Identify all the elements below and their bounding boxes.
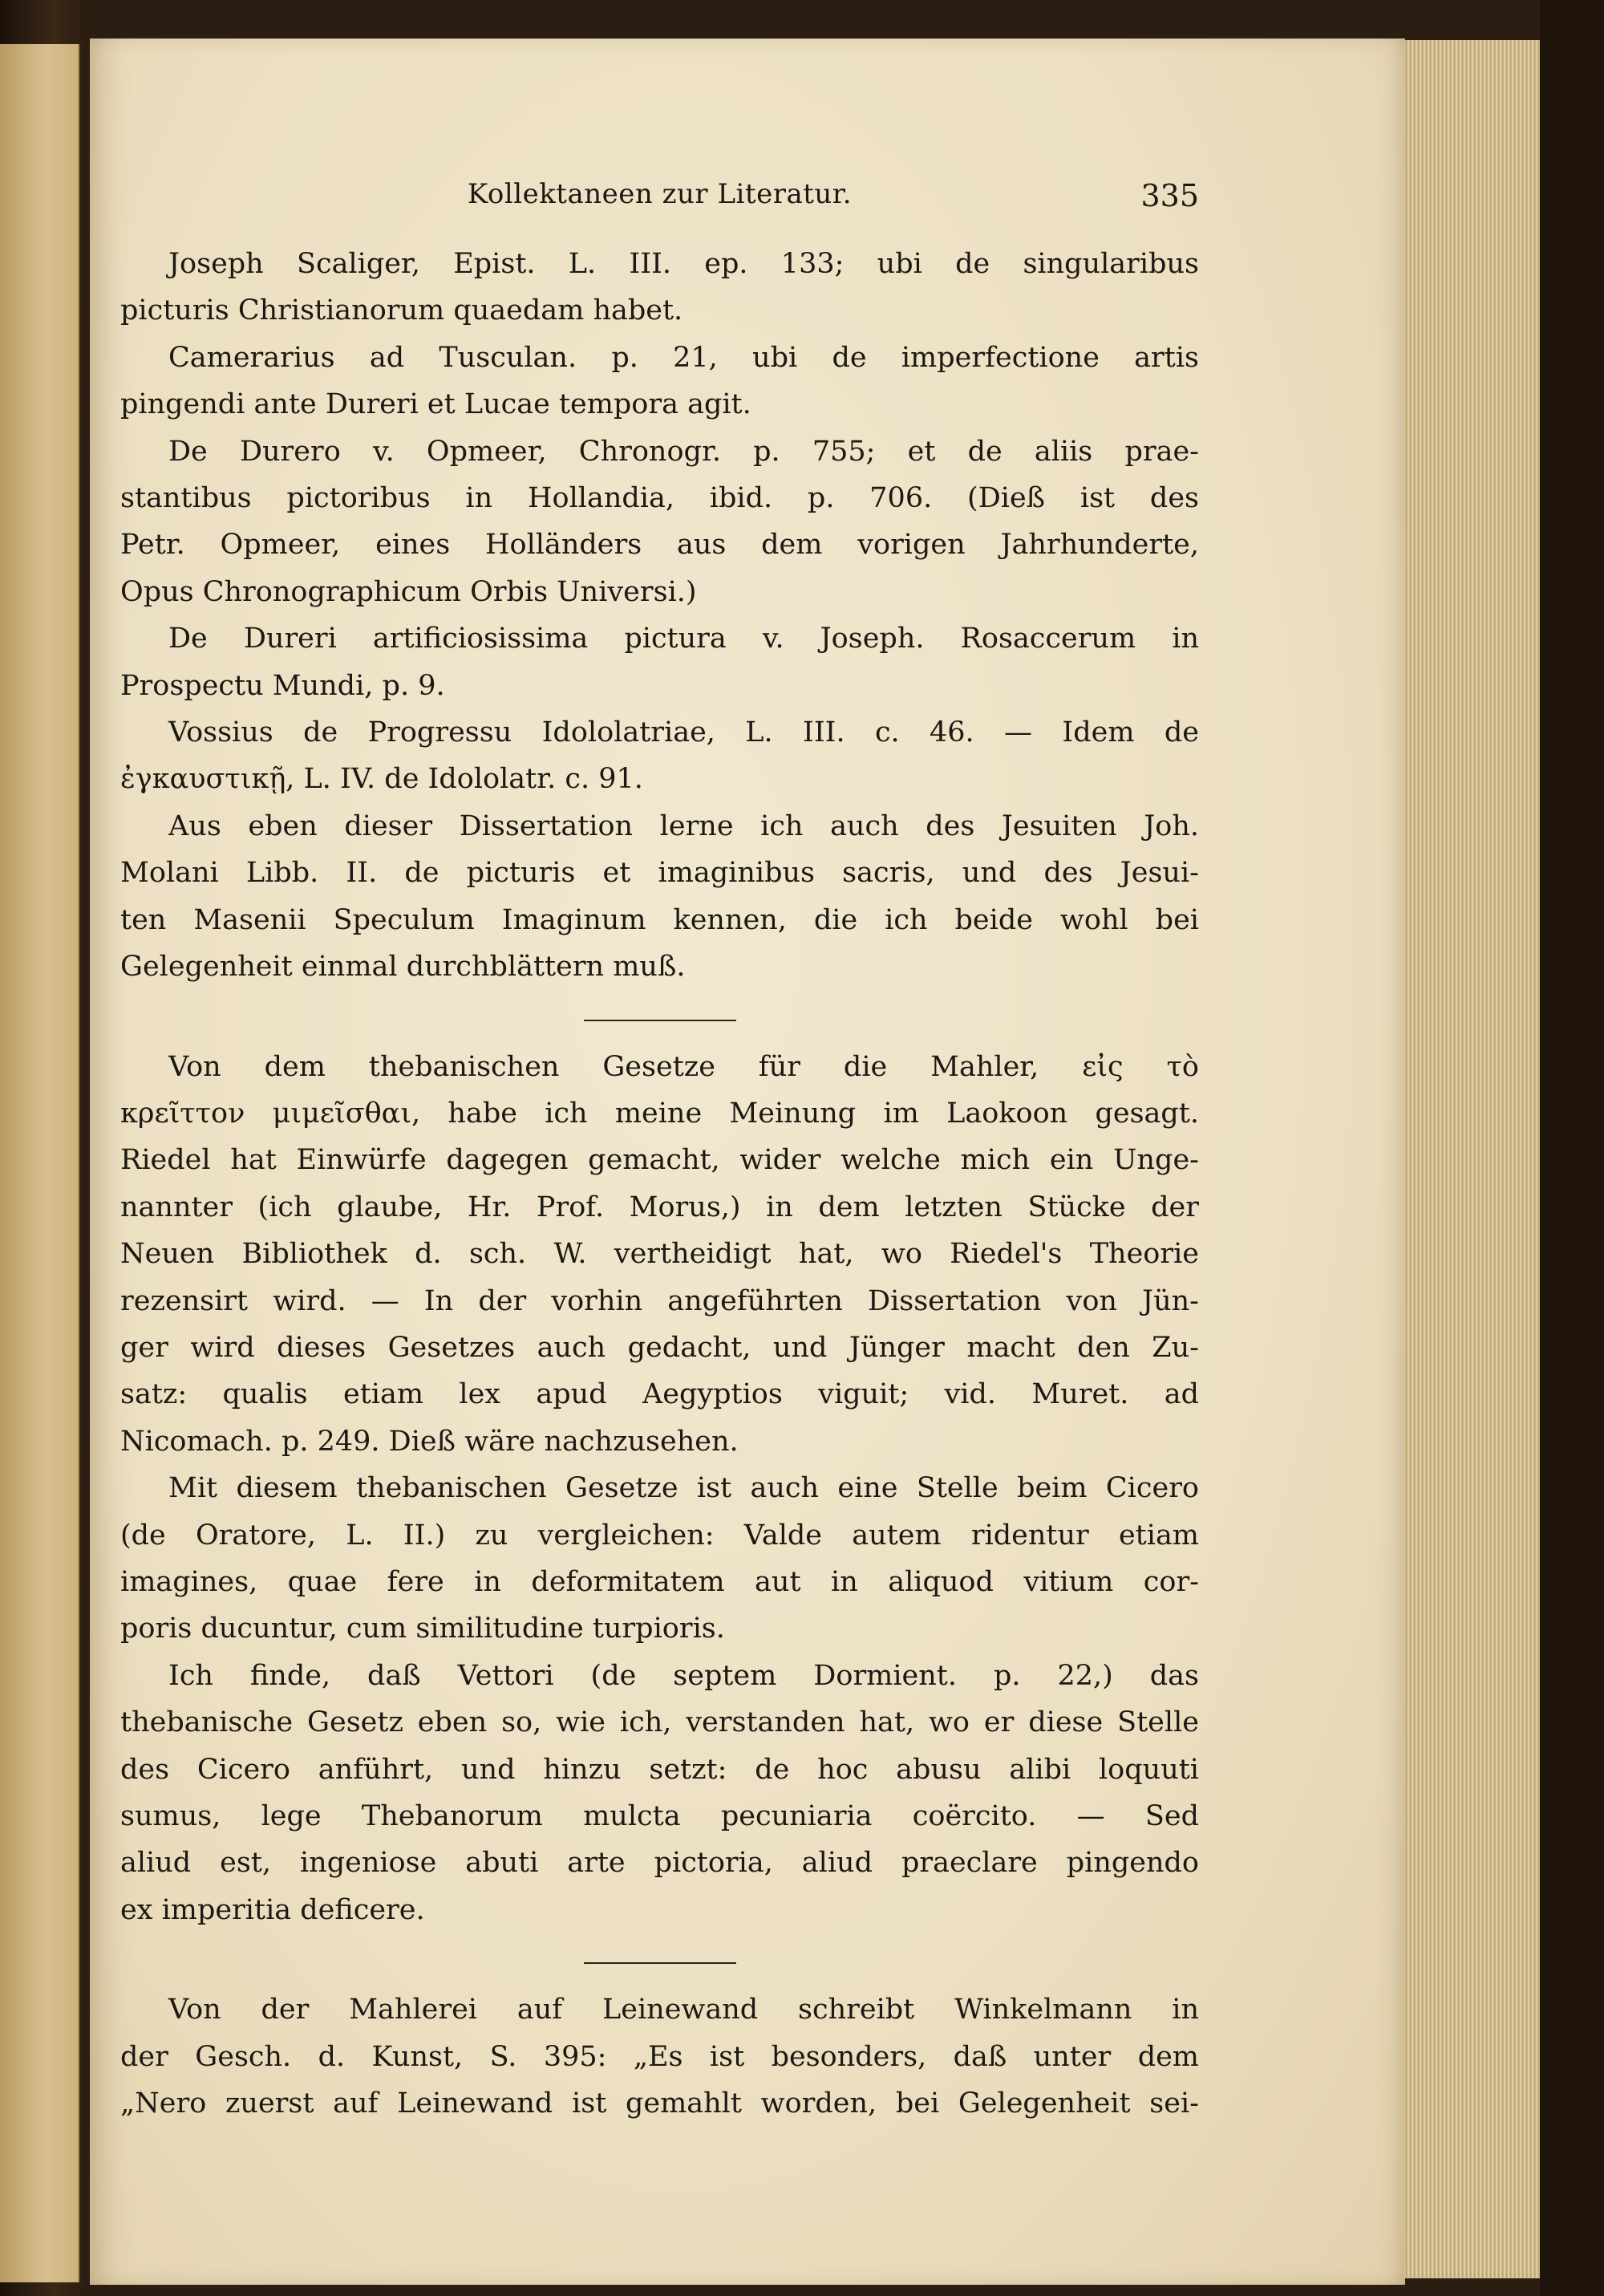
text-line: Nicomach. p. 249. Dieß wäre nachzusehen. xyxy=(120,1425,739,1458)
text-line: De Dureri artificiosissima pictura v. Joseph. Rosaccerum in xyxy=(168,623,1199,655)
running-head-title: Kollektaneen zur Literatur. xyxy=(467,178,853,210)
text-line: imagines, quae fere in deformitatem aut in aliquod vitium cor- xyxy=(120,1565,1199,1598)
text-line: Petr. Opmeer, eines Holländers aus dem vorigen Jahrhunderte, xyxy=(120,529,1199,562)
text-line: Ich finde, daß Vettori (de septem Dormient. p. 22,) das xyxy=(168,1659,1199,1692)
text-line: der Gesch. d. Kunst, S. 395: „Es ist besonders, daß unter dem xyxy=(120,2040,1199,2073)
book-cover-right xyxy=(1540,0,1604,2296)
section-divider xyxy=(584,1962,736,1964)
page-number: 335 xyxy=(1140,178,1199,213)
text-line: Riedel hat Einwürfe dagegen gemacht, wider welche mich ein Unge- xyxy=(120,1144,1199,1177)
text-line: Neuen Bibliothek d. sch. W. vertheidigt hat, wo Riedel's Theorie xyxy=(120,1238,1199,1271)
text-line: Molani Libb. II. de picturis et imaginibus sacris, und des Jesui- xyxy=(120,857,1199,890)
text-line: Von der Mahlerei auf Leinewand schreibt Winkelmann in xyxy=(168,1994,1199,2026)
text-line: thebanische Gesetz eben so, wie ich, verstanden hat, wo er diese Stelle xyxy=(120,1706,1199,1739)
text-line: Opus Chronographicum Orbis Universi.) xyxy=(120,575,697,608)
facing-page-edge xyxy=(0,44,80,2282)
text-line: Aus eben dieser Dissertation lerne ich auch des Jesuiten Joh. xyxy=(168,809,1199,842)
text-line: sumus, lege Thebanorum mulcta pecuniaria coërcito. — Sed xyxy=(120,1800,1199,1832)
text-line: satz: qualis etiam lex apud Aegyptios viguit; vid. Muret. ad xyxy=(120,1378,1199,1411)
text-line: κρεῖττον μιμεῖσθαι, habe ich meine Meinung im Laokoon gesagt. xyxy=(120,1097,1199,1130)
text-line: ger wird dieses Gesetzes auch gedacht, und Jünger macht den Zu- xyxy=(120,1331,1199,1364)
text-line: picturis Christianorum quaedam habet. xyxy=(120,294,683,327)
text-line: Mit diesem thebanischen Gesetze ist auch eine Stelle beim Cicero xyxy=(168,1472,1199,1505)
text-line: ex imperitia deficere. xyxy=(120,1893,425,1926)
text-line: des Cicero anführt, und hinzu setzt: de hoc abusu alibi loquuti xyxy=(120,1753,1199,1786)
text-line: nannter (ich glaube, Hr. Prof. Morus,) in dem letzten Stücke der xyxy=(120,1191,1199,1223)
text-line: poris ducuntur, cum similitudine turpioris. xyxy=(120,1612,725,1645)
text-line: Von dem thebanischen Gesetze für die Mahler, εἰς τὸ xyxy=(168,1050,1199,1083)
text-line: ten Masenii Speculum Imaginum kennen, die ich beide wohl bei xyxy=(120,903,1199,936)
text-line: Vossius de Progressu Idololatriae, L. III. c. 46. — Idem de xyxy=(168,716,1199,749)
text-line: Prospectu Mundi, p. 9. xyxy=(120,669,445,702)
page-stack-edges xyxy=(1387,40,1545,2278)
text-line: De Durero v. Opmeer, Chronogr. p. 755; et de aliis prae- xyxy=(168,435,1199,468)
text-line: aliud est, ingeniose abuti arte pictoria, aliud praeclare pingendo xyxy=(120,1847,1199,1880)
text-line: Joseph Scaliger, Epist. L. III. ep. 133; ubi de singularibus xyxy=(168,248,1199,280)
text-line: Camerarius ad Tusculan. p. 21, ubi de imperfectione artis xyxy=(168,341,1199,374)
text-line: pingendi ante Dureri et Lucae tempora agit. xyxy=(120,388,751,421)
section-divider xyxy=(584,1020,736,1021)
text-line: „Nero zuerst auf Leinewand ist gemahlt worden, bei Gelegenheit sei- xyxy=(120,2087,1199,2120)
text-line: stantibus pictoribus in Hollandia, ibid. p. 706. (Dieß ist des xyxy=(120,482,1199,515)
text-line: Gelegenheit einmal durchblättern muß. xyxy=(120,951,686,984)
text-line: rezensirt wird. — In der vorhin angeführten Dissertation von Jün- xyxy=(120,1284,1199,1317)
page-body-text xyxy=(120,241,1199,2127)
text-line: ἐγκαυστικῇ, L. IV. de Idololatr. c. 91. xyxy=(120,763,643,796)
text-line: (de Oratore, L. II.) zu vergleichen: Valde autem ridentur etiam xyxy=(120,1519,1199,1552)
